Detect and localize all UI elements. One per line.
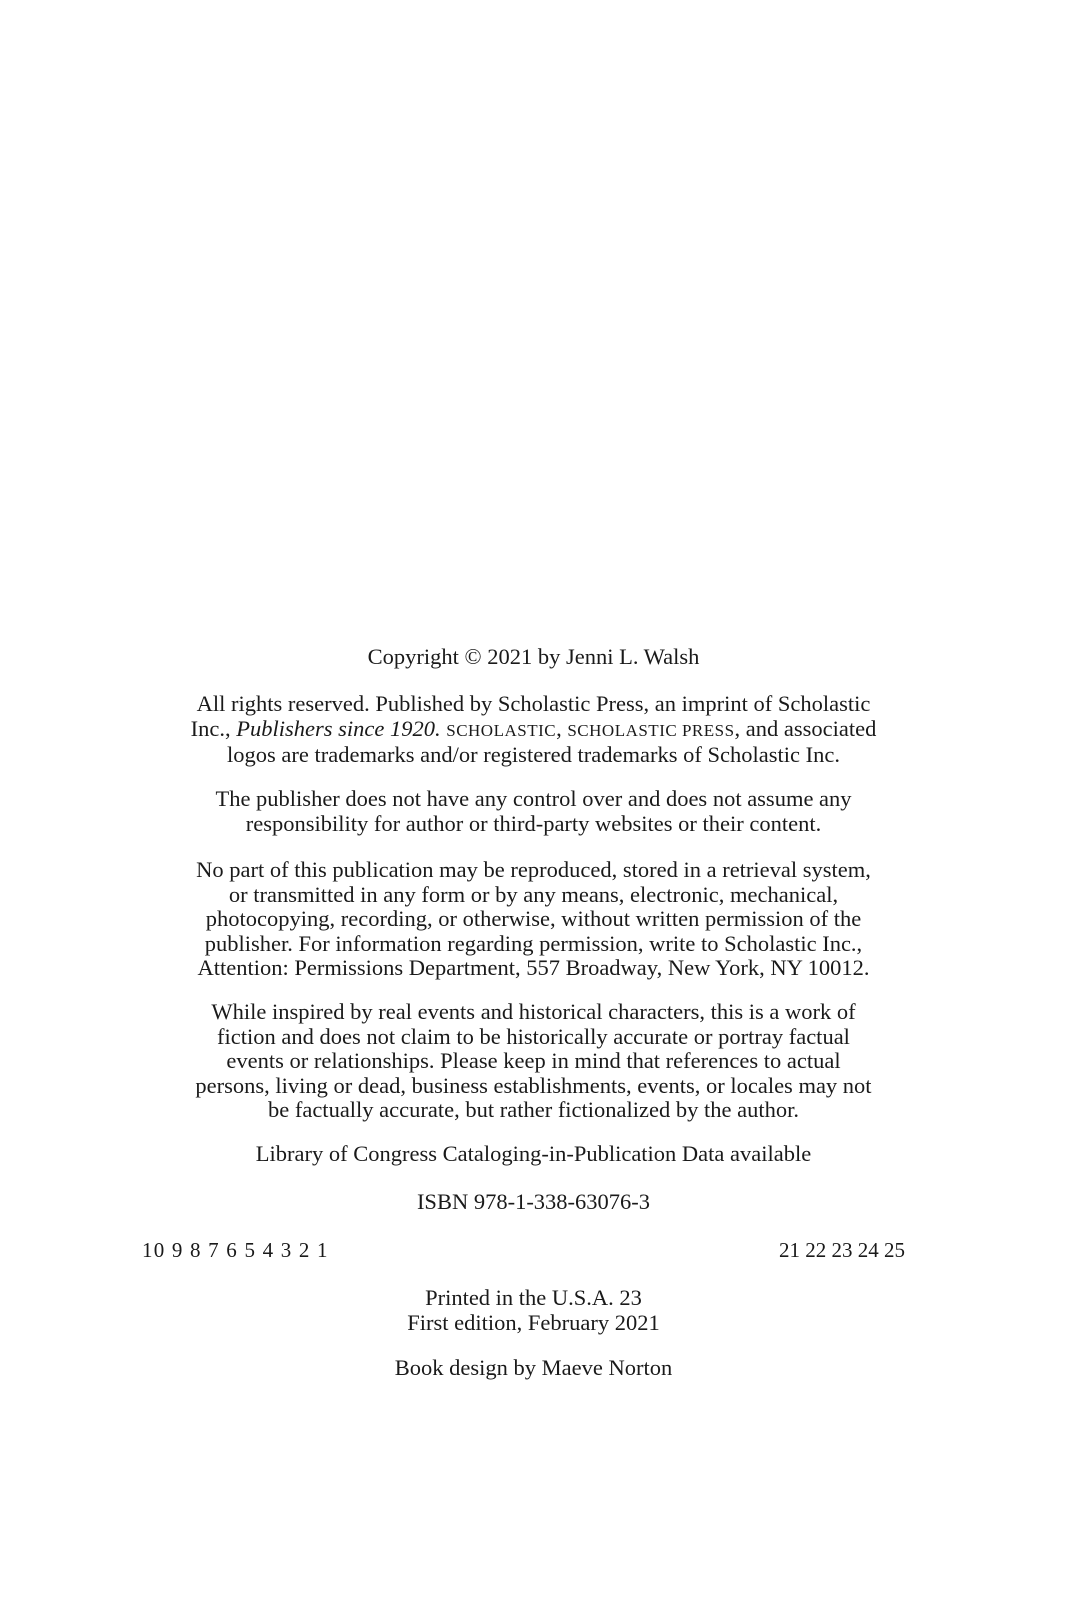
reproduction-line: photocopying, recording, or otherwise, without written permission of the xyxy=(205,906,862,931)
copyright-line: Copyright © 2021 by Jenni L. Walsh xyxy=(367,644,700,669)
reproduction-paragraph xyxy=(140,858,927,981)
publishers-since-text: Publishers since 1920. xyxy=(236,715,441,741)
fiction-line: events or relationships. Please keep in mind that references to actual xyxy=(226,1048,841,1073)
printed-edition-info xyxy=(140,1286,927,1335)
printed-location-line: Printed in the U.S.A. 23 xyxy=(425,1285,642,1310)
printing-year-line: 21 22 23 24 25 xyxy=(779,1238,905,1262)
isbn-line: ISBN 978-1-338-63076-3 xyxy=(416,1189,651,1214)
rights-line-2-prefix: Inc., xyxy=(190,715,237,741)
scholastic-trademark: SCHOLASTIC xyxy=(446,720,557,740)
isbn-number xyxy=(140,1190,927,1215)
printing-number-line: 10 9 8 7 6 5 4 3 2 1 xyxy=(142,1238,329,1262)
reproduction-line: or transmitted in any form or by any means, electronic, mechanical, xyxy=(228,881,839,907)
rights-line-2 xyxy=(140,717,927,744)
fiction-line: be factually accurate, but rather fictionalized by the author. xyxy=(267,1097,799,1122)
responsibility-paragraph xyxy=(140,787,927,836)
fiction-line: persons, living or dead, business establishments, events, or locales may not xyxy=(195,1072,872,1098)
fiction-line: fiction and does not claim to be historically accurate or portray factual xyxy=(217,1023,850,1049)
reproduction-line: publisher. For information regarding permission, write to Scholastic Inc., xyxy=(204,930,863,956)
copyright-notice xyxy=(140,645,927,670)
fiction-disclaimer-paragraph xyxy=(140,1000,927,1123)
fiction-line: While inspired by real events and historical characters, this is a work of xyxy=(211,999,856,1024)
reproduction-line: No part of this publication may be reproduced, stored in a retrieval system, xyxy=(196,857,871,882)
loc-line: Library of Congress Cataloging-in-Publication Data available xyxy=(255,1141,812,1166)
book-design-credit xyxy=(140,1356,927,1381)
reproduction-line: Attention: Permissions Department, 557 Broadway, New York, NY 10012. xyxy=(197,955,870,980)
trademark-separator: , xyxy=(556,715,568,741)
edition-line: First edition, February 2021 xyxy=(407,1309,660,1335)
library-of-congress-notice xyxy=(140,1142,927,1167)
design-credit-line: Book design by Maeve Norton xyxy=(394,1355,673,1380)
responsibility-line: The publisher does not have any control over and does not assume any xyxy=(215,786,852,811)
scholastic-press-trademark: SCHOLASTIC PRESS xyxy=(567,720,735,740)
responsibility-line: responsibility for author or third-party websites or their content. xyxy=(245,810,822,836)
rights-line-1: All rights reserved. Published by Scholastic Press, an imprint of Scholastic xyxy=(196,691,871,716)
rights-reserved-paragraph xyxy=(140,692,927,768)
rights-line-2-suffix: , and associated xyxy=(734,715,877,741)
rights-line-3: logos are trademarks and/or registered trademarks of Scholastic Inc. xyxy=(227,742,840,767)
